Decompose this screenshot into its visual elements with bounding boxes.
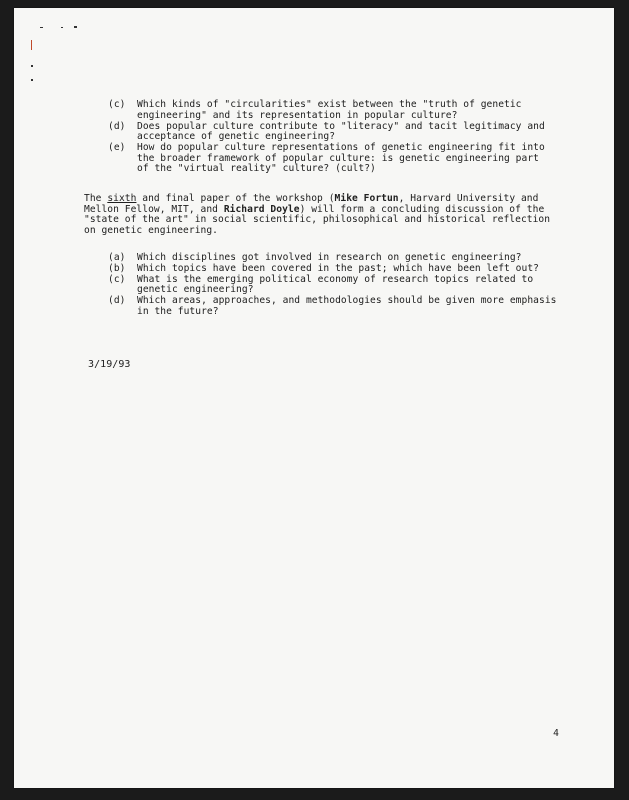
item-text: [137, 275, 533, 296]
item-line: Which topics have been covered in the past; which have been left out?: [137, 262, 539, 274]
page-number: 4: [553, 728, 559, 740]
text-run: ) will form a concluding discussion of the: [299, 203, 545, 215]
item-line: engineering" and its representation in popular culture?: [137, 109, 458, 121]
item-label: (d): [108, 120, 126, 132]
author-name: Richard Doyle: [223, 203, 300, 215]
item-label: (c): [108, 273, 126, 285]
item-line: the broader framework of popular culture: is genetic engineering part: [137, 152, 539, 164]
document-date: 3/19/93: [88, 359, 131, 370]
item-line: in the future?: [137, 305, 219, 317]
item-label: (c): [108, 99, 126, 110]
item-label: (b): [108, 262, 126, 274]
item-label: (a): [108, 252, 126, 263]
text-run: The: [84, 193, 108, 204]
item-label: (d): [108, 295, 126, 306]
author-name: Mike Fortun: [334, 193, 399, 204]
item-line: acceptance of genetic engineering?: [137, 131, 336, 143]
item-line: Which disciplines got involved in research on genetic engineering?: [137, 252, 522, 263]
item-line: What is the emerging political economy of research topics related to: [137, 273, 534, 285]
item-text: [137, 296, 556, 317]
item-text: [137, 253, 522, 264]
document-page: [14, 8, 614, 788]
scan-mark: [31, 40, 32, 50]
item-text: [137, 122, 545, 143]
text-run: , Harvard University and: [398, 193, 539, 204]
item-text: [137, 264, 539, 275]
scan-mark: [40, 27, 43, 28]
item-text: [137, 100, 522, 121]
paragraph-line: "state of the art" in social scientific, philosophical and historical reflection: [84, 214, 551, 226]
scan-mark: [31, 65, 33, 67]
text-run: and final paper of the workshop (: [136, 193, 335, 204]
item-line: Which areas, approaches, and methodologies should be given more emphasis: [137, 295, 557, 306]
item-line: genetic engineering?: [137, 284, 254, 296]
paragraph-line: on genetic engineering.: [84, 224, 218, 236]
underlined-word: sixth: [107, 193, 137, 204]
item-line: How do popular culture representations of genetic engineering fit into: [137, 142, 545, 153]
item-text: [137, 143, 545, 175]
item-label: (e): [108, 142, 126, 153]
item-line: Which kinds of "circularities" exist between the "truth of genetic: [137, 99, 522, 110]
item-line: of the "virtual reality" culture? (cult?): [137, 163, 376, 175]
workshop-paragraph: [84, 194, 550, 236]
scan-mark: [74, 26, 77, 28]
item-line: Does popular culture contribute to "literacy" and tacit legitimacy and: [137, 120, 545, 132]
scan-mark: [61, 27, 63, 28]
scan-mark: [31, 79, 33, 81]
text-run: Mellon Fellow, MIT, and: [84, 203, 224, 215]
